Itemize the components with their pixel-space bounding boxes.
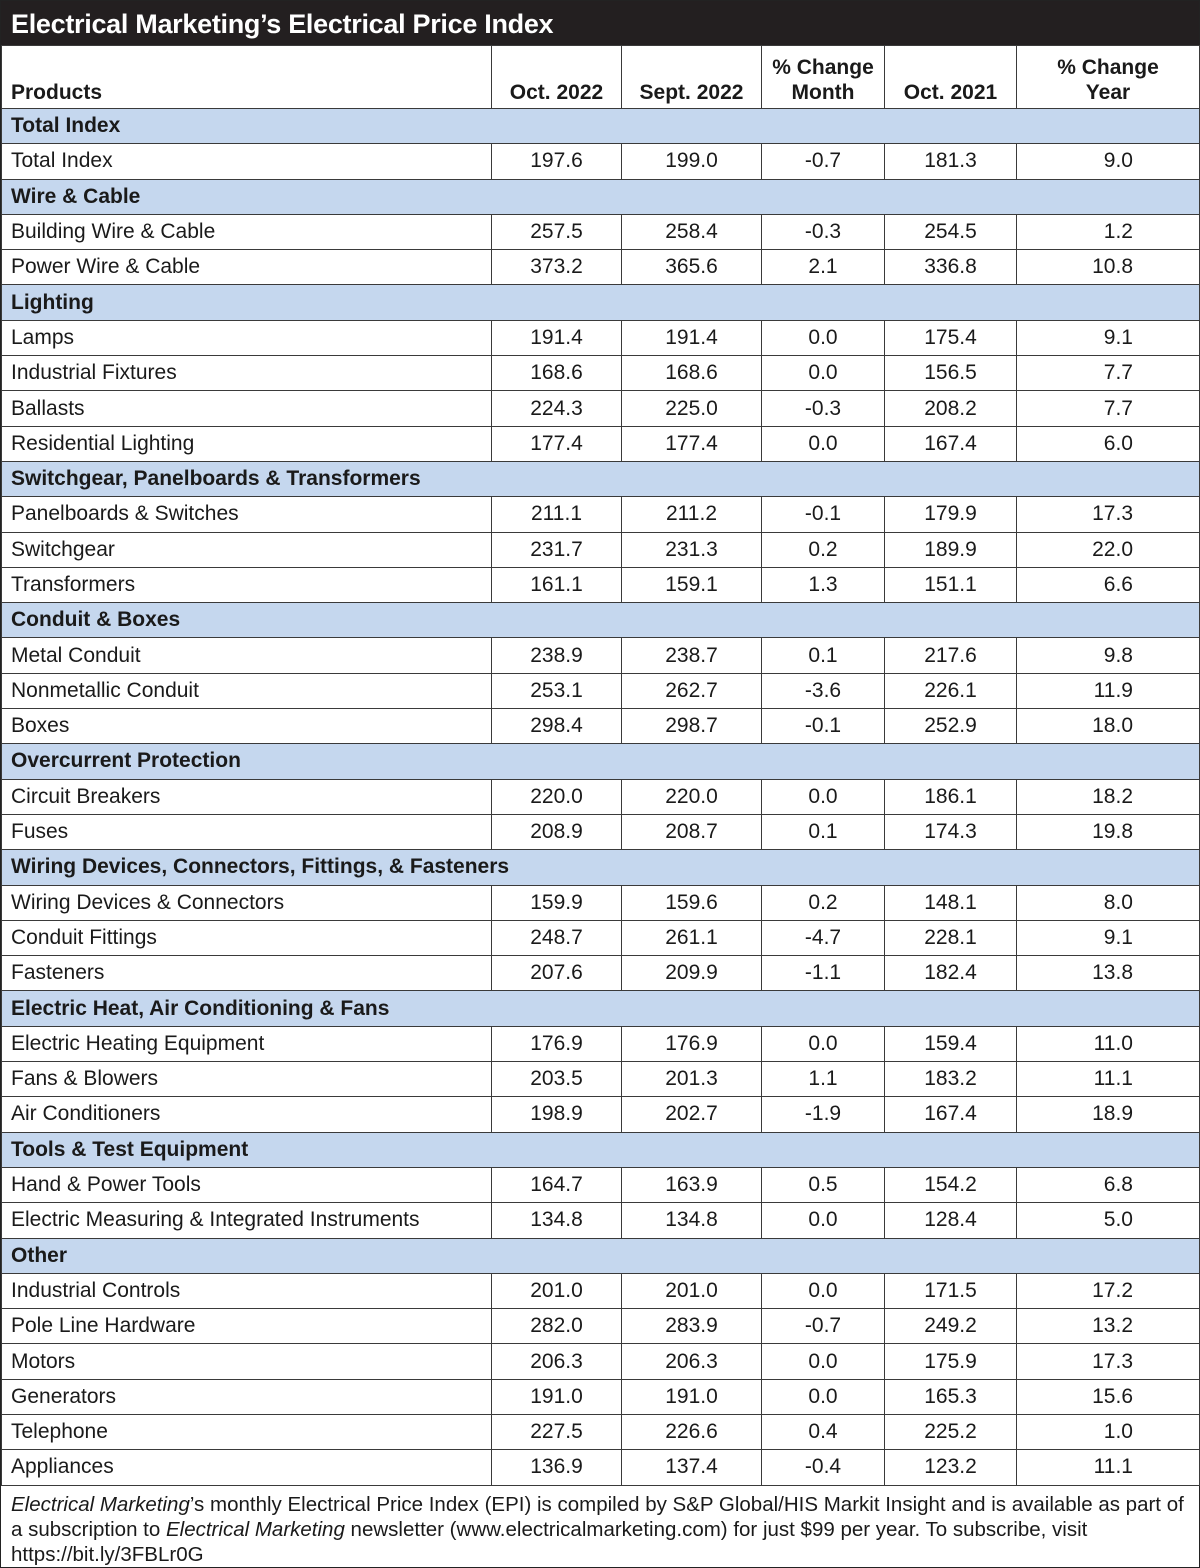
cell-oct-2021: 249.2: [885, 1309, 1017, 1344]
category-row: [2, 179, 1200, 214]
cell-sept-2022: 365.6: [622, 250, 762, 285]
cell-pct-change-year: 6.6: [1017, 567, 1200, 602]
table-row: [2, 356, 1200, 391]
cell-oct-2022: 176.9: [492, 1026, 622, 1061]
product-name: Total Index: [2, 144, 492, 179]
table-row: [2, 250, 1200, 285]
product-name: Fans & Blowers: [2, 1062, 492, 1097]
category-row: [2, 850, 1200, 885]
category-label: Electric Heat, Air Conditioning & Fans: [2, 991, 1200, 1026]
cell-pct-change-month: -0.4: [762, 1450, 885, 1485]
cell-sept-2022: 168.6: [622, 356, 762, 391]
cell-oct-2021: 171.5: [885, 1273, 1017, 1308]
cell-pct-change-month: -1.1: [762, 956, 885, 991]
product-name: Power Wire & Cable: [2, 250, 492, 285]
cell-pct-change-year: 9.1: [1017, 920, 1200, 955]
table-row: [2, 1026, 1200, 1061]
cell-pct-change-month: -1.9: [762, 1097, 885, 1132]
cell-oct-2021: 167.4: [885, 426, 1017, 461]
product-name: Fasteners: [2, 956, 492, 991]
product-name: Residential Lighting: [2, 426, 492, 461]
cell-pct-change-month: 2.1: [762, 250, 885, 285]
category-label: Conduit & Boxes: [2, 603, 1200, 638]
cell-oct-2022: 224.3: [492, 391, 622, 426]
cell-oct-2021: 336.8: [885, 250, 1017, 285]
cell-oct-2022: 227.5: [492, 1414, 622, 1449]
cell-sept-2022: 298.7: [622, 709, 762, 744]
category-label: Wire & Cable: [2, 179, 1200, 214]
cell-oct-2022: 253.1: [492, 673, 622, 708]
cell-pct-change-year: 7.7: [1017, 356, 1200, 391]
cell-oct-2021: 186.1: [885, 779, 1017, 814]
cell-oct-2022: 164.7: [492, 1167, 622, 1202]
table-row: [2, 709, 1200, 744]
product-name: Electric Heating Equipment: [2, 1026, 492, 1061]
cell-sept-2022: 201.3: [622, 1062, 762, 1097]
cell-pct-change-month: -0.3: [762, 391, 885, 426]
product-name: Industrial Controls: [2, 1273, 492, 1308]
cell-pct-change-year: 11.1: [1017, 1062, 1200, 1097]
product-name: Panelboards & Switches: [2, 497, 492, 532]
category-row: [2, 109, 1200, 144]
cell-pct-change-year: 9.8: [1017, 638, 1200, 673]
cell-pct-change-month: -3.6: [762, 673, 885, 708]
header-pct-change-month-line1: % Change: [772, 56, 874, 79]
cell-pct-change-month: 0.0: [762, 356, 885, 391]
cell-oct-2022: 136.9: [492, 1450, 622, 1485]
cell-sept-2022: 177.4: [622, 426, 762, 461]
table-title: Electrical Marketing’s Electrical Price Index: [1, 1, 1199, 45]
cell-pct-change-month: -0.7: [762, 1309, 885, 1344]
table-row: [2, 1344, 1200, 1379]
cell-oct-2021: 156.5: [885, 356, 1017, 391]
product-name: Hand & Power Tools: [2, 1167, 492, 1202]
cell-pct-change-year: 9.1: [1017, 320, 1200, 355]
product-name: Metal Conduit: [2, 638, 492, 673]
cell-sept-2022: 238.7: [622, 638, 762, 673]
cell-pct-change-month: 0.4: [762, 1414, 885, 1449]
cell-sept-2022: 191.0: [622, 1379, 762, 1414]
cell-pct-change-month: 0.5: [762, 1167, 885, 1202]
cell-pct-change-month: -4.7: [762, 920, 885, 955]
cell-oct-2021: 175.4: [885, 320, 1017, 355]
table-row: [2, 1203, 1200, 1238]
cell-pct-change-month: 0.0: [762, 779, 885, 814]
cell-pct-change-year: 11.1: [1017, 1450, 1200, 1485]
cell-pct-change-month: 1.1: [762, 1062, 885, 1097]
table-row: [2, 391, 1200, 426]
table-row: [2, 1273, 1200, 1308]
cell-oct-2021: 128.4: [885, 1203, 1017, 1238]
cell-pct-change-year: 6.8: [1017, 1167, 1200, 1202]
cell-pct-change-month: 0.0: [762, 426, 885, 461]
cell-oct-2021: 154.2: [885, 1167, 1017, 1202]
cell-oct-2022: 197.6: [492, 144, 622, 179]
cell-sept-2022: 261.1: [622, 920, 762, 955]
cell-oct-2022: 191.4: [492, 320, 622, 355]
product-name: Boxes: [2, 709, 492, 744]
cell-pct-change-year: 15.6: [1017, 1379, 1200, 1414]
cell-pct-change-year: 17.3: [1017, 1344, 1200, 1379]
table-row: [2, 1414, 1200, 1449]
cell-sept-2022: 258.4: [622, 214, 762, 249]
table-row: [2, 1097, 1200, 1132]
cell-pct-change-month: 0.0: [762, 1379, 885, 1414]
cell-pct-change-month: 0.0: [762, 320, 885, 355]
category-row: [2, 1238, 1200, 1273]
table-row: [2, 956, 1200, 991]
cell-oct-2022: 168.6: [492, 356, 622, 391]
header-sept-2022: Sept. 2022: [622, 46, 762, 109]
cell-oct-2021: 123.2: [885, 1450, 1017, 1485]
cell-oct-2021: 165.3: [885, 1379, 1017, 1414]
table-row: [2, 1450, 1200, 1485]
cell-sept-2022: 211.2: [622, 497, 762, 532]
cell-pct-change-month: 0.0: [762, 1026, 885, 1061]
table-row: [2, 1309, 1200, 1344]
cell-pct-change-year: 8.0: [1017, 885, 1200, 920]
cell-oct-2022: 201.0: [492, 1273, 622, 1308]
category-label: Other: [2, 1238, 1200, 1273]
cell-oct-2022: 211.1: [492, 497, 622, 532]
cell-oct-2021: 254.5: [885, 214, 1017, 249]
cell-pct-change-year: 17.3: [1017, 497, 1200, 532]
cell-oct-2022: 207.6: [492, 956, 622, 991]
table-row: [2, 497, 1200, 532]
cell-oct-2021: 151.1: [885, 567, 1017, 602]
product-name: Wiring Devices & Connectors: [2, 885, 492, 920]
cell-pct-change-year: 11.0: [1017, 1026, 1200, 1061]
cell-pct-change-month: 0.0: [762, 1273, 885, 1308]
cell-sept-2022: 208.7: [622, 814, 762, 849]
cell-oct-2021: 226.1: [885, 673, 1017, 708]
cell-oct-2021: 167.4: [885, 1097, 1017, 1132]
table-row: [2, 920, 1200, 955]
cell-sept-2022: 159.1: [622, 567, 762, 602]
category-label: Lighting: [2, 285, 1200, 320]
table-row: [2, 673, 1200, 708]
category-row: [2, 461, 1200, 496]
footer-publication-name: Electrical Marketing: [11, 1492, 190, 1516]
product-name: Building Wire & Cable: [2, 214, 492, 249]
cell-sept-2022: 231.3: [622, 532, 762, 567]
header-pct-change-month: [762, 46, 885, 109]
cell-oct-2022: 282.0: [492, 1309, 622, 1344]
cell-sept-2022: 191.4: [622, 320, 762, 355]
category-label: Total Index: [2, 109, 1200, 144]
cell-oct-2022: 373.2: [492, 250, 622, 285]
product-name: Transformers: [2, 567, 492, 602]
cell-pct-change-month: 0.1: [762, 814, 885, 849]
cell-oct-2022: 238.9: [492, 638, 622, 673]
cell-oct-2022: 248.7: [492, 920, 622, 955]
table-row: [2, 320, 1200, 355]
table-row: [2, 567, 1200, 602]
cell-oct-2022: 298.4: [492, 709, 622, 744]
cell-oct-2022: 198.9: [492, 1097, 622, 1132]
cell-pct-change-month: -0.1: [762, 709, 885, 744]
cell-pct-change-year: 18.9: [1017, 1097, 1200, 1132]
cell-oct-2022: 177.4: [492, 426, 622, 461]
cell-sept-2022: 202.7: [622, 1097, 762, 1132]
cell-pct-change-month: -0.1: [762, 497, 885, 532]
cell-pct-change-year: 1.2: [1017, 214, 1200, 249]
cell-pct-change-year: 13.8: [1017, 956, 1200, 991]
cell-oct-2022: 191.0: [492, 1379, 622, 1414]
cell-pct-change-year: 9.0: [1017, 144, 1200, 179]
table-body: [2, 109, 1200, 1486]
category-row: [2, 1132, 1200, 1167]
cell-sept-2022: 283.9: [622, 1309, 762, 1344]
header-products: Products: [2, 46, 492, 109]
cell-pct-change-year: 10.8: [1017, 250, 1200, 285]
cell-oct-2022: 206.3: [492, 1344, 622, 1379]
cell-sept-2022: 134.8: [622, 1203, 762, 1238]
product-name: Telephone: [2, 1414, 492, 1449]
header-pct-change-year-line2: Year: [1085, 81, 1131, 104]
category-row: [2, 991, 1200, 1026]
cell-oct-2021: 208.2: [885, 391, 1017, 426]
product-name: Industrial Fixtures: [2, 356, 492, 391]
cell-oct-2022: 159.9: [492, 885, 622, 920]
cell-oct-2022: 220.0: [492, 779, 622, 814]
table-row: [2, 1379, 1200, 1414]
cell-pct-change-year: 19.8: [1017, 814, 1200, 849]
cell-pct-change-month: 0.2: [762, 885, 885, 920]
product-name: Motors: [2, 1344, 492, 1379]
cell-sept-2022: 226.6: [622, 1414, 762, 1449]
cell-pct-change-year: 18.2: [1017, 779, 1200, 814]
product-name: Generators: [2, 1379, 492, 1414]
cell-sept-2022: 201.0: [622, 1273, 762, 1308]
header-pct-change-year: [1017, 46, 1200, 109]
header-row: [2, 46, 1200, 109]
cell-oct-2021: 182.4: [885, 956, 1017, 991]
cell-sept-2022: 159.6: [622, 885, 762, 920]
product-name: Lamps: [2, 320, 492, 355]
cell-pct-change-month: 0.0: [762, 1203, 885, 1238]
category-row: [2, 744, 1200, 779]
cell-oct-2021: 181.3: [885, 144, 1017, 179]
cell-pct-change-year: 11.9: [1017, 673, 1200, 708]
cell-pct-change-year: 18.0: [1017, 709, 1200, 744]
cell-oct-2021: 175.9: [885, 1344, 1017, 1379]
header-oct-2022: Oct. 2022: [492, 46, 622, 109]
cell-oct-2022: 231.7: [492, 532, 622, 567]
price-index-table: [1, 45, 1200, 1486]
table-row: [2, 638, 1200, 673]
product-name: Pole Line Hardware: [2, 1309, 492, 1344]
header-oct-2021: Oct. 2021: [885, 46, 1017, 109]
table-row: [2, 532, 1200, 567]
cell-sept-2022: 176.9: [622, 1026, 762, 1061]
product-name: Air Conditioners: [2, 1097, 492, 1132]
product-name: Appliances: [2, 1450, 492, 1485]
cell-pct-change-month: 0.0: [762, 1344, 885, 1379]
cell-oct-2021: 252.9: [885, 709, 1017, 744]
cell-pct-change-year: 17.2: [1017, 1273, 1200, 1308]
cell-pct-change-year: 13.2: [1017, 1309, 1200, 1344]
cell-pct-change-month: -0.7: [762, 144, 885, 179]
cell-oct-2021: 189.9: [885, 532, 1017, 567]
category-label: Tools & Test Equipment: [2, 1132, 1200, 1167]
cell-oct-2021: 179.9: [885, 497, 1017, 532]
cell-oct-2021: 228.1: [885, 920, 1017, 955]
cell-oct-2021: 174.3: [885, 814, 1017, 849]
cell-oct-2022: 208.9: [492, 814, 622, 849]
cell-oct-2021: 148.1: [885, 885, 1017, 920]
table-row: [2, 814, 1200, 849]
table-row: [2, 426, 1200, 461]
cell-pct-change-month: 0.2: [762, 532, 885, 567]
footer-note: [1, 1486, 1199, 1567]
cell-oct-2022: 203.5: [492, 1062, 622, 1097]
product-name: Circuit Breakers: [2, 779, 492, 814]
category-row: [2, 285, 1200, 320]
product-name: Electric Measuring & Integrated Instruments: [2, 1203, 492, 1238]
cell-pct-change-year: 1.0: [1017, 1414, 1200, 1449]
cell-pct-change-year: 22.0: [1017, 532, 1200, 567]
footer-text-1: ’s monthly Electrical Price Index (EPI) is compiled by S&P Global/HIS Markit Insight and is available as part of a subscription to: [11, 1492, 1184, 1541]
category-label: Wiring Devices, Connectors, Fittings, & Fasteners: [2, 850, 1200, 885]
cell-sept-2022: 163.9: [622, 1167, 762, 1202]
cell-pct-change-month: 0.1: [762, 638, 885, 673]
product-name: Nonmetallic Conduit: [2, 673, 492, 708]
cell-sept-2022: 206.3: [622, 1344, 762, 1379]
cell-pct-change-month: 1.3: [762, 567, 885, 602]
table-row: [2, 779, 1200, 814]
cell-oct-2021: 183.2: [885, 1062, 1017, 1097]
table-row: [2, 1167, 1200, 1202]
cell-sept-2022: 137.4: [622, 1450, 762, 1485]
cell-pct-change-month: -0.3: [762, 214, 885, 249]
table-row: [2, 144, 1200, 179]
category-label: Overcurrent Protection: [2, 744, 1200, 779]
cell-sept-2022: 262.7: [622, 673, 762, 708]
footer-text-2: newsletter (www.electricalmarketing.com) for just $99 per year. To subscribe, visit https://bit.ly/3FBLr0G: [11, 1517, 1088, 1566]
product-name: Switchgear: [2, 532, 492, 567]
product-name: Ballasts: [2, 391, 492, 426]
cell-sept-2022: 199.0: [622, 144, 762, 179]
category-label: Switchgear, Panelboards & Transformers: [2, 461, 1200, 496]
cell-pct-change-year: 6.0: [1017, 426, 1200, 461]
cell-pct-change-year: 7.7: [1017, 391, 1200, 426]
table-row: [2, 885, 1200, 920]
header-pct-change-month-line2: Month: [791, 81, 855, 104]
table-row: [2, 214, 1200, 249]
cell-sept-2022: 209.9: [622, 956, 762, 991]
cell-oct-2022: 134.8: [492, 1203, 622, 1238]
product-name: Fuses: [2, 814, 492, 849]
cell-oct-2022: 161.1: [492, 567, 622, 602]
cell-sept-2022: 220.0: [622, 779, 762, 814]
footer-newsletter-name: Electrical Marketing: [165, 1517, 345, 1541]
cell-pct-change-year: 5.0: [1017, 1203, 1200, 1238]
cell-oct-2021: 159.4: [885, 1026, 1017, 1061]
header-pct-change-year-line1: % Change: [1057, 56, 1159, 79]
cell-oct-2021: 225.2: [885, 1414, 1017, 1449]
cell-oct-2021: 217.6: [885, 638, 1017, 673]
table-row: [2, 1062, 1200, 1097]
category-row: [2, 603, 1200, 638]
product-name: Conduit Fittings: [2, 920, 492, 955]
cell-sept-2022: 225.0: [622, 391, 762, 426]
cell-oct-2022: 257.5: [492, 214, 622, 249]
